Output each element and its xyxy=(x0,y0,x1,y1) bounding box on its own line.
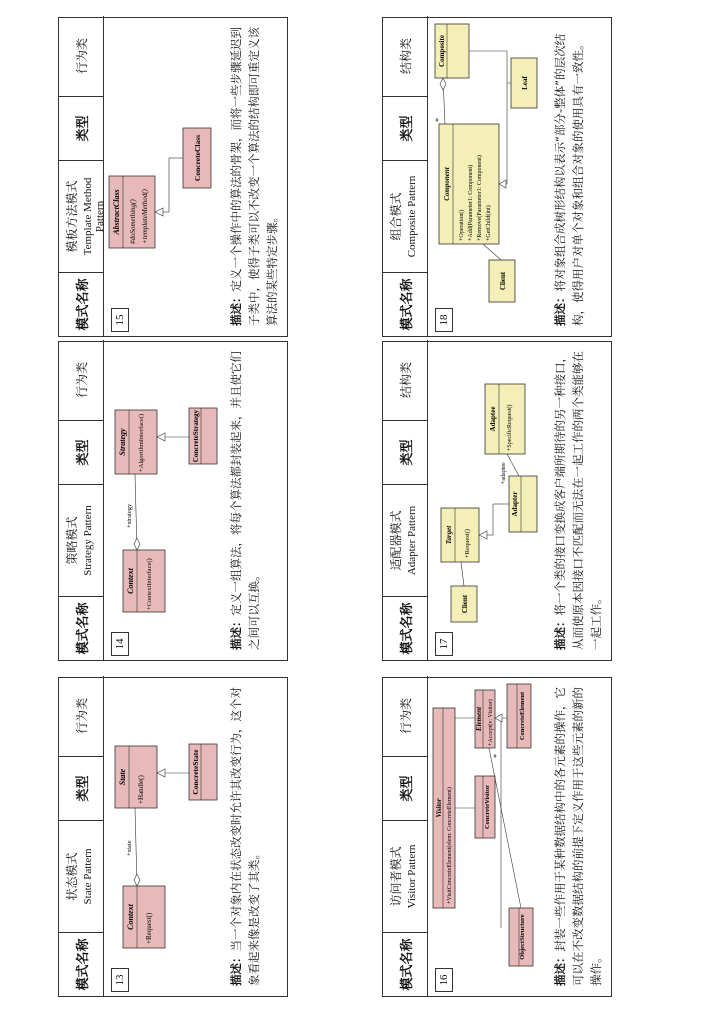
pattern-name xyxy=(383,160,427,272)
mode-name-label: 模式名称 xyxy=(59,932,103,996)
uml-concrete-visitor: ConcreteVisitor xyxy=(484,784,491,830)
description-text: 封装一些作用于某种数据结构中的各元素的操作，它可以在不改变数据结构的前提下定义作用于这些元素的新的操作。 xyxy=(553,687,603,986)
pattern-number: 14 xyxy=(111,632,129,656)
uml-element: Element xyxy=(475,706,483,732)
pattern-number: 18 xyxy=(435,308,453,332)
uml-composite: Composite xyxy=(438,35,446,67)
uml-adaptee: Adaptee xyxy=(489,406,497,432)
uml-assoc: +state xyxy=(126,840,133,856)
description-label: 描述： xyxy=(553,951,567,986)
uml-context-op: +ContextInterface() xyxy=(146,558,153,610)
uml-diagram xyxy=(107,344,222,632)
pattern-name-en: Strategy Pattern xyxy=(82,505,94,576)
pattern-number: 16 xyxy=(435,968,453,992)
uml-adaptee-op: +SpecificRequest() xyxy=(507,404,513,451)
uml-multiplicity: * xyxy=(434,118,443,122)
pattern-category: 行为类 xyxy=(74,38,89,75)
pattern-number: 13 xyxy=(111,968,129,992)
description-label: 描述： xyxy=(553,291,567,326)
type-label: 类型 xyxy=(383,96,427,160)
pattern-name-en: Visitor Pattern xyxy=(406,844,418,909)
uml-state-op: +Handle() xyxy=(137,775,145,804)
uml-context: Context xyxy=(126,904,135,930)
description-label: 描述： xyxy=(229,291,243,326)
uml-op-2: +Remove(Parameter1: Component) xyxy=(477,155,483,241)
uml-abstract: AbstractClass xyxy=(112,189,121,235)
uml-diagram xyxy=(107,680,222,968)
mode-name-label: 模式名称 xyxy=(59,596,103,660)
uml-concrete: ConcreteClass xyxy=(193,134,202,182)
uml-leaf: Leaf xyxy=(521,76,529,90)
uml-component: Component xyxy=(443,167,451,201)
pattern-card-template-method xyxy=(58,17,288,337)
uml-client: Client xyxy=(461,594,469,614)
pattern-name xyxy=(383,484,427,596)
pattern-card-state xyxy=(58,677,288,997)
type-label: 类型 xyxy=(383,420,427,484)
type-label: 类型 xyxy=(59,420,103,484)
pattern-description xyxy=(551,26,587,326)
uml-object-structure: ObjectStructure xyxy=(519,914,526,960)
card-header xyxy=(59,16,104,336)
pattern-number: 17 xyxy=(435,632,453,656)
type-label: 类型 xyxy=(59,96,103,160)
pattern-category: 行为类 xyxy=(74,698,89,735)
description-text: 当一个对象内在状态改变时允许其改变行为，这个对象看起来像是改变了其类。 xyxy=(229,687,261,986)
uml-diagram xyxy=(107,20,222,308)
pattern-category: 结构类 xyxy=(398,38,413,75)
description-label: 描述： xyxy=(553,615,567,650)
pattern-name-zh: 访问者模式 xyxy=(389,846,403,907)
pattern-category: 行为类 xyxy=(74,362,89,399)
uml-op-1: +Add(Parameter1: Component) xyxy=(468,164,474,241)
uml-assoc: +strategy xyxy=(126,503,133,528)
card-header xyxy=(383,340,428,660)
mode-name-label: 模式名称 xyxy=(383,272,427,336)
pattern-name-zh: 状态模式 xyxy=(65,852,79,901)
pattern-name-en: Template Method Pattern xyxy=(82,177,106,256)
description-text: 定义一个操作中的算法的骨架，而将一些步骤延迟到子类中，使得子类可以不改变一个算法的结构即可重定义该算法的某些特定步骤。 xyxy=(229,27,279,326)
pattern-card-strategy xyxy=(58,341,288,661)
uml-adapter: Adapter xyxy=(511,491,519,517)
uml-client: Client xyxy=(499,271,507,291)
uml-concrete: ConcreteStrategy xyxy=(192,409,200,463)
uml-target: Target xyxy=(445,525,453,545)
pattern-number: 15 xyxy=(111,308,129,332)
uml-context: Context xyxy=(126,568,135,594)
pattern-name xyxy=(59,160,106,272)
uml-op2: +templateMethod() xyxy=(141,189,149,244)
pattern-description xyxy=(551,686,605,986)
uml-assoc: +adaptee xyxy=(501,462,507,484)
pattern-card-adapter xyxy=(382,341,612,661)
pattern-name-en: State Pattern xyxy=(82,848,94,905)
type-label: 类型 xyxy=(59,756,103,820)
uml-strategy-op: +AlgorithmInterface() xyxy=(138,413,145,472)
pattern-category: 结构类 xyxy=(398,362,413,399)
description-text: 定义一组算法，将每个算法都封装起来，并且使它们之间可以互换。 xyxy=(229,351,261,650)
pattern-description xyxy=(227,686,263,986)
uml-concrete: ConcreteState xyxy=(191,749,200,795)
mode-name-label: 模式名称 xyxy=(383,932,427,996)
card-header xyxy=(383,676,428,996)
card-header xyxy=(59,340,104,660)
uml-concrete-element: ConcreteElement xyxy=(519,691,526,741)
pattern-name-zh: 模板方法模式 xyxy=(65,180,79,253)
uml-target-op: +Request() xyxy=(464,529,471,558)
pattern-name-en: Composite Pattern xyxy=(406,175,418,258)
pattern-name-en: Adapter Pattern xyxy=(406,505,418,576)
pattern-card-composite xyxy=(382,17,612,337)
pattern-description xyxy=(227,350,263,650)
pattern-name-zh: 组合模式 xyxy=(389,192,403,241)
pattern-name xyxy=(59,820,103,932)
pattern-name-zh: 策略模式 xyxy=(65,516,79,565)
uml-op-0: +Operation() xyxy=(459,209,465,241)
description-label: 描述： xyxy=(229,615,243,650)
uml-visitor: Visitor xyxy=(435,798,443,818)
uml-diagram xyxy=(431,20,546,308)
description-label: 描述： xyxy=(229,951,243,986)
mode-name-label: 模式名称 xyxy=(383,596,427,660)
uml-op1: #doSomething() xyxy=(129,199,137,244)
uml-diagram xyxy=(431,680,546,968)
pattern-name xyxy=(383,820,427,932)
uml-op-3: +GetChild(int) xyxy=(486,205,492,241)
description-text: 将对象组合成树形结构以表示“部分-整体”的层次结构，使得用户对单个对象和组合对象的使用具有一致性。 xyxy=(553,33,585,326)
uml-strategy: Strategy xyxy=(118,428,127,456)
card-header xyxy=(59,676,104,996)
uml-context-op: +Request() xyxy=(145,912,153,944)
uml-diagram xyxy=(431,344,546,632)
mode-name-label: 模式名称 xyxy=(59,272,103,336)
description-text: 将一个类的接口变换成客户端所期待的另一种接口，从而使原本因接口不匹配而无法在一起工作的两个类能够在一起工作。 xyxy=(553,351,603,650)
pattern-name xyxy=(59,484,103,596)
pattern-name-zh: 适配器模式 xyxy=(389,510,403,571)
pattern-card-visitor xyxy=(382,677,612,997)
card-header xyxy=(383,16,428,336)
uml-multiplicity: * xyxy=(492,754,501,758)
uml-visitor-op: +VisitConcreteElement(elem: ConcreteElement) xyxy=(447,787,453,904)
pattern-category: 行为类 xyxy=(398,698,413,735)
uml-element-op: +Accept(v: Visitor) xyxy=(488,699,494,746)
type-label: 类型 xyxy=(383,756,427,820)
uml-state: State xyxy=(118,768,127,786)
pattern-description xyxy=(227,26,281,326)
pattern-description xyxy=(551,350,605,650)
